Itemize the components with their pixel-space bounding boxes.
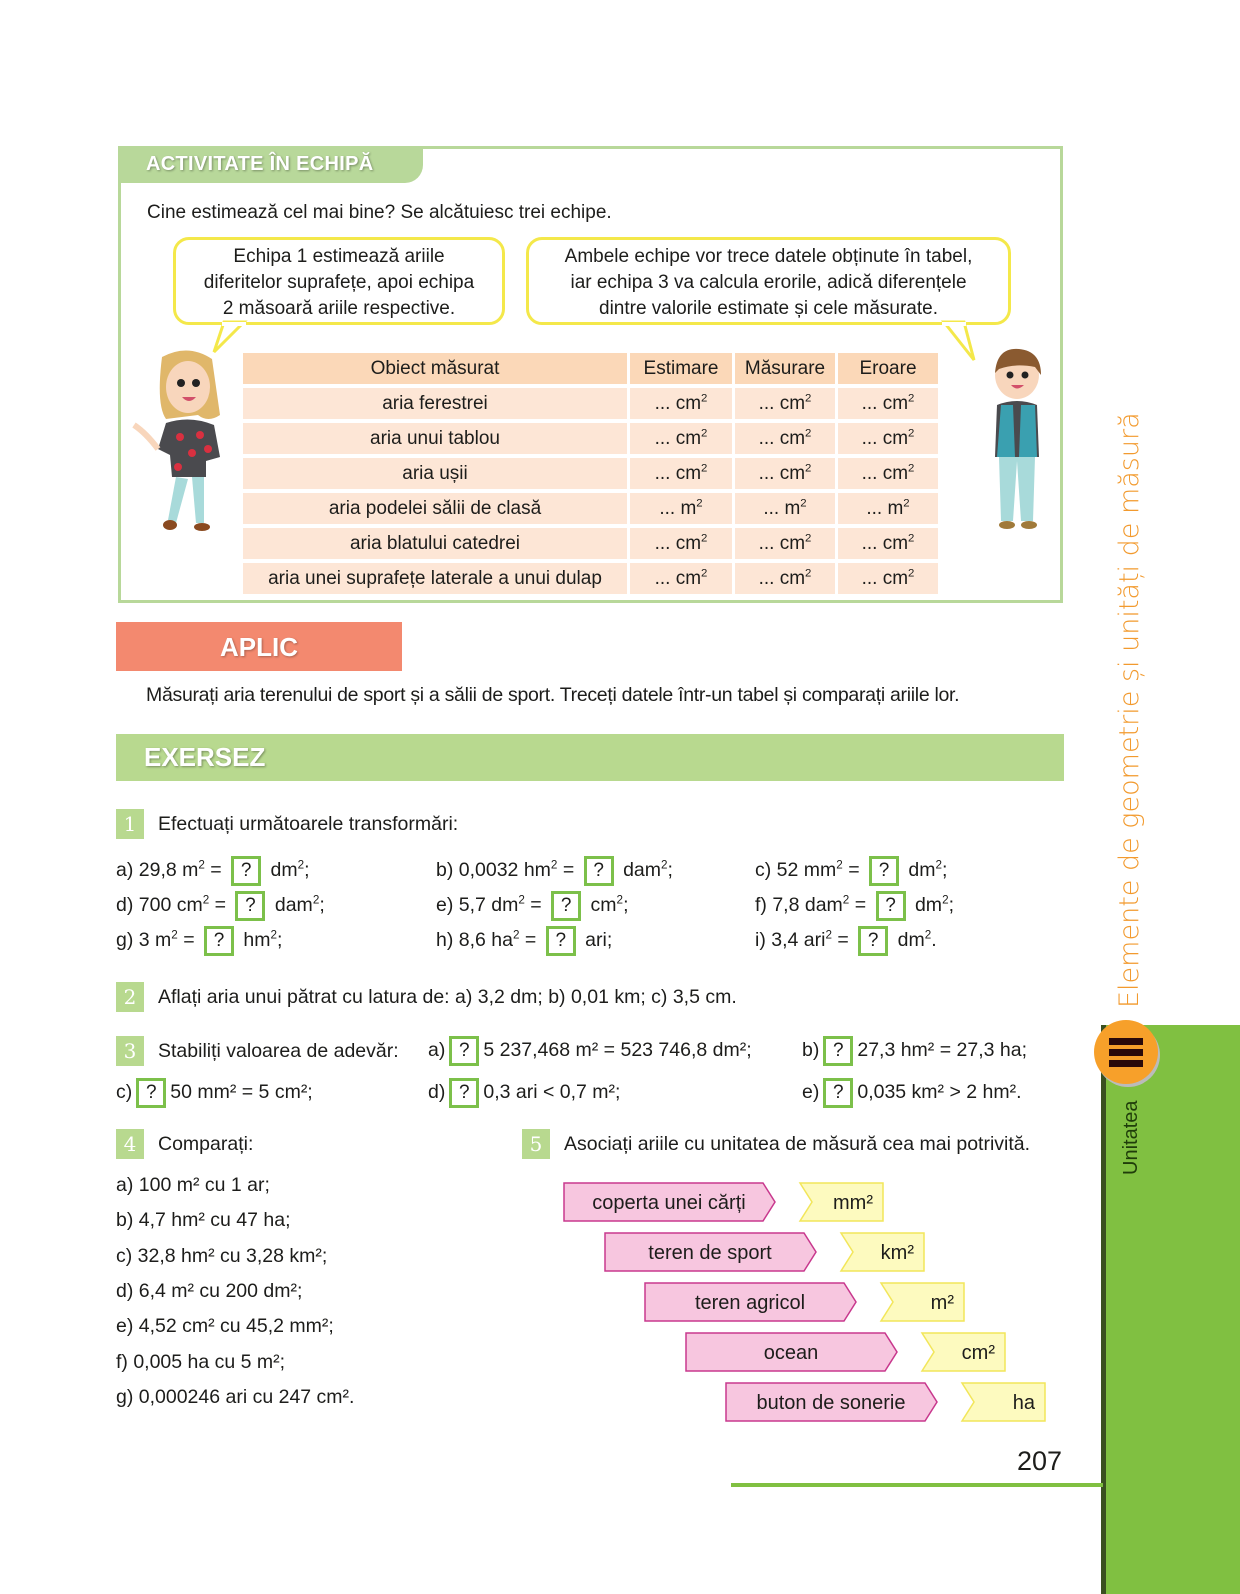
object-tag-label: buton de sonerie [756,1392,906,1414]
cell-value: ... cm [654,392,702,414]
unit-tag-label: m² [930,1292,954,1314]
item-label: b) [802,1039,820,1062]
table-row [243,458,938,489]
exponent: 2 [701,567,708,580]
conversion-left: f) 7,8 dam [755,894,843,917]
exercise-prompt: Efectuați următoarele transformări: [158,812,459,835]
exercise-number: 2 [116,982,144,1012]
matching-pair [604,1232,934,1274]
bubble-tail-right [940,320,980,364]
bubble-line: 2 măsoară ariile respective. [222,298,456,319]
unit-tag-label: km² [880,1242,914,1264]
cell-value: ... cm [758,427,806,449]
roman-bar [1109,1038,1143,1045]
equals-sign: = [831,929,855,952]
cell-value: ... cm [758,462,806,484]
table-cell-object: aria unei suprafețe laterale a unui dulap [243,563,627,594]
table-cell-measure[interactable] [735,388,835,419]
cell-value: ... cm [654,427,702,449]
table-cell-error[interactable] [838,388,938,419]
cell-value: ... cm [861,462,909,484]
conversion-left: e) 5,7 dm [436,894,519,917]
punctuation: ; [948,894,954,917]
conversion-unit: dm [265,859,298,882]
conversion-unit: dm [892,929,925,952]
unit-number-badge [1094,1020,1158,1084]
table-row [243,563,938,594]
cell-value: ... m [763,497,801,519]
cell-value: ... cm [758,532,806,554]
table-cell-object: aria unui tablou [243,423,627,454]
cell-value: ... cm [758,392,806,414]
exercise-2 [116,982,737,1012]
compare-item: b) 4,7 hm² cu 47 ha; [116,1209,291,1232]
equals-sign: = [204,859,228,882]
object-tag-label: ocean [763,1342,818,1364]
conversion-item [755,926,937,956]
exercise-prompt: Asociați ariile cu unitatea de măsură cea mai potrivită. [564,1132,1031,1155]
exponent: 2 [805,392,812,405]
item-statement: 50 mm² = 5 cm²; [170,1081,313,1104]
equals-sign: = [557,859,580,882]
punctuation: ; [667,859,673,882]
cell-value: ... cm [861,567,909,589]
table-header-row [243,353,938,384]
exponent: 2 [908,392,915,405]
truth-item [116,1078,313,1108]
exercise-number: 4 [116,1129,144,1159]
conversion-item [436,856,673,886]
table-cell-estimate[interactable] [630,388,732,419]
equals-sign: = [519,929,542,952]
item-statement: 0,035 km² > 2 hm². [857,1081,1022,1104]
compare-item: a) 100 m² cu 1 ar; [116,1174,270,1196]
table-cell-error[interactable] [838,458,938,489]
table-cell-error[interactable] [838,528,938,559]
table-cell-estimate[interactable] [630,458,732,489]
cell-value: ... m [659,497,697,519]
conversion-unit: dm [903,859,936,882]
exponent: 2 [202,893,210,907]
table-cell-error[interactable] [838,423,938,454]
conversion-left: i) 3,4 ari [755,929,826,952]
conversion-unit: ari; [579,929,613,952]
object-tag-label: teren agricol [694,1292,806,1314]
table-cell-object: aria blatului catedrei [243,528,627,559]
answer-box[interactable]: ? [551,891,581,921]
cell-value: ... cm [861,392,909,414]
punctuation: ; [277,929,283,952]
table-cell-object: aria ușii [243,458,627,489]
cell-value: ... m [866,497,904,519]
aplic-text: Măsurați aria terenului de sport și a sălii de sport. Treceți datele într-un tabel și comparați ariile lor. [146,684,960,706]
exercise-text: Aflați aria unui pătrat cu latura de: a) 3,2 dm; b) 0,01 km; c) 3,5 cm. [158,985,737,1008]
conversion-item [116,891,325,921]
conversion-left: d) 700 cm [116,894,203,917]
answer-box[interactable]: ? [584,856,614,886]
exercise-4-heading [116,1129,253,1159]
answer-box[interactable]: ? [858,926,888,956]
exponent: 2 [701,427,708,440]
answer-box[interactable]: ? [235,891,265,921]
truth-answer-box[interactable]: ? [449,1036,479,1066]
bubble-line: Ambele echipe vor trece datele obținute în tabel, [564,246,973,267]
exercise-number: 5 [522,1129,550,1159]
item-label: e) [802,1081,820,1104]
conversion-unit: dam [269,894,313,917]
punctuation: . [931,929,937,952]
equals-sign: = [849,894,872,917]
conversion-item [755,891,954,921]
conversion-left: a) 29,8 m [116,859,199,882]
conversion-unit: cm [585,894,617,917]
activity-title: ACTIVITATE ÎN ECHIPĂ [118,146,423,183]
exponent: 2 [908,462,915,475]
compare-item: e) 4,52 cm² cu 45,2 mm²; [116,1315,334,1338]
exponent: 2 [701,392,708,405]
girl-illustration [128,345,228,535]
compare-item: c) 32,8 hm² cu 3,28 km²; [116,1244,328,1267]
exponent: 2 [616,893,624,907]
exponent: 2 [836,858,843,872]
table-cell-estimate[interactable] [630,423,732,454]
bubble-line: iar echipa 3 va calcula erorile, adică diferențele [570,272,967,293]
truth-item [802,1078,1022,1108]
equals-sign: = [177,929,201,952]
speech-bubble-left [173,237,505,325]
table-cell-estimate[interactable] [630,493,732,524]
conversion-left: b) 0,0032 hm [436,859,551,882]
table-row [243,423,938,454]
exponent: 2 [701,532,708,545]
equals-sign: = [209,894,232,917]
answer-box[interactable]: ? [204,926,234,956]
object-tag-label: teren de sport [647,1242,772,1264]
conversion-unit: dm [909,894,943,917]
activity-intro: Cine estimează cel mai bine? Se alcătuiesc trei echipe. [147,202,612,223]
exponent: 2 [312,893,320,907]
answer-box[interactable]: ? [869,856,899,886]
table-cell-object: aria ferestrei [243,388,627,419]
truth-answer-box[interactable]: ? [449,1078,479,1108]
matching-pair [644,1282,974,1324]
table-cell-error[interactable] [838,493,938,524]
conversion-unit: hm [238,929,271,952]
chapter-title: Elemente de geometrie și unități de măsură [1114,412,1145,1008]
truth-answer-box[interactable]: ? [823,1078,853,1108]
roman-bar [1109,1060,1143,1067]
table-cell-measure[interactable] [735,458,835,489]
exponent: 2 [924,928,932,942]
conversion-item [116,856,310,886]
compare-item: f) 0,005 ha cu 5 m²; [116,1350,286,1373]
equals-sign: = [842,859,866,882]
exponent: 2 [908,567,915,580]
measurement-table [240,349,941,598]
exponent: 2 [198,858,205,872]
cell-value: ... cm [654,462,702,484]
exponent: 2 [842,893,850,907]
aplic-banner: APLIC [116,622,402,671]
conversion-left: h) 8,6 ha [436,929,513,952]
conversion-unit: dam [617,859,662,882]
cell-value: ... cm [758,567,806,589]
table-cell-object: aria podelei sălii de clasă [243,493,627,524]
item-statement: 27,3 hm² = 27,3 ha; [857,1039,1027,1062]
unit-label: Unitatea [1120,1100,1142,1175]
unit-tag-label: ha [1012,1392,1035,1414]
truth-item [802,1036,1027,1066]
truth-answer-box[interactable]: ? [136,1078,166,1108]
conversion-item [436,926,612,956]
table-cell-measure[interactable] [735,423,835,454]
punctuation: ; [942,859,948,882]
item-label: a) [428,1039,446,1062]
table-cell-measure[interactable] [735,563,835,594]
item-statement: 5 237,468 m² = 523 746,8 dm²; [483,1039,752,1062]
object-tag-label: coperta unei cărți [592,1192,746,1214]
header-object: Obiect măsurat [243,353,627,384]
exponent: 2 [825,928,832,942]
table-cell-measure[interactable] [735,493,835,524]
cell-value: ... cm [861,427,909,449]
exponent: 2 [942,893,949,907]
exponent: 2 [518,893,525,907]
table-cell-estimate[interactable] [630,528,732,559]
conversion-left: c) 52 mm [755,859,837,882]
exponent: 2 [512,928,520,942]
compare-item: d) 6,4 m² cu 200 dm²; [116,1279,303,1302]
header-measure: Măsurare [735,353,835,384]
cell-value: ... cm [861,532,909,554]
exponent: 2 [805,427,812,440]
answer-box[interactable]: ? [546,926,576,956]
footer-line [731,1483,1103,1487]
unit-tag-label: mm² [833,1192,873,1214]
punctuation: ; [304,859,310,882]
exponent: 2 [903,497,910,510]
answer-box[interactable]: ? [876,891,906,921]
table-row [243,528,938,559]
exponent: 2 [701,462,708,475]
exponent: 2 [908,427,915,440]
bubble-line: diferitelor suprafețe, apoi echipa [203,272,475,293]
header-error: Eroare [838,353,938,384]
bubble-line: Echipa 1 estimează ariile [233,246,445,267]
compare-item: g) 0,000246 ari cu 247 cm². [116,1385,355,1408]
exponent: 2 [805,462,812,475]
exercise-5-heading [522,1129,1030,1159]
unit-tag-label: cm² [961,1342,995,1364]
punctuation: ; [319,894,325,917]
truth-item [428,1078,620,1108]
exercise-number: 1 [116,809,144,839]
exponent: 2 [935,858,943,872]
header-estimate: Estimare [630,353,732,384]
exercise-1-heading [116,809,458,839]
exponent: 2 [805,567,812,580]
table-row [243,493,938,524]
bubble-line: dintre valorile estimate și cele măsurate. [599,298,938,319]
exponent: 2 [805,532,812,545]
answer-box[interactable]: ? [231,856,261,886]
conversion-item [436,891,628,921]
exercise-3-heading [116,1036,399,1066]
matching-pair [685,1332,1015,1374]
exercise-prompt: Comparați: [158,1132,254,1155]
item-label: d) [428,1081,446,1104]
exponent: 2 [171,928,178,942]
exponent: 2 [297,858,305,872]
punctuation: ; [623,894,629,917]
exponent: 2 [696,497,703,510]
exponent: 2 [800,497,807,510]
matching-pair [563,1182,893,1224]
truth-item [428,1036,752,1066]
conversion-item [116,926,282,956]
table-cell-measure[interactable] [735,528,835,559]
equals-sign: = [524,894,548,917]
item-label: c) [116,1081,133,1104]
roman-bar [1109,1049,1143,1056]
matching-pair [725,1382,1055,1424]
table-cell-estimate[interactable] [630,563,732,594]
exercise-number: 3 [116,1036,144,1066]
cell-value: ... cm [654,567,702,589]
table-row [243,388,938,419]
exersez-banner: EXERSEZ [116,734,1064,781]
table-cell-error[interactable] [838,563,938,594]
exponent: 2 [661,858,668,872]
cell-value: ... cm [654,532,702,554]
exponent: 2 [908,532,915,545]
conversion-item [755,856,947,886]
conversion-left: g) 3 m [116,929,172,952]
exponent: 2 [270,928,278,942]
boy-illustration [985,345,1050,535]
exercise-prompt: Stabiliți valoarea de adevăr: [158,1039,399,1062]
item-statement: 0,3 ari < 0,7 m²; [483,1081,621,1104]
exponent: 2 [550,858,558,872]
speech-bubble-right [526,237,1011,325]
truth-answer-box[interactable]: ? [823,1036,853,1066]
page-number: 207 [1017,1446,1063,1476]
